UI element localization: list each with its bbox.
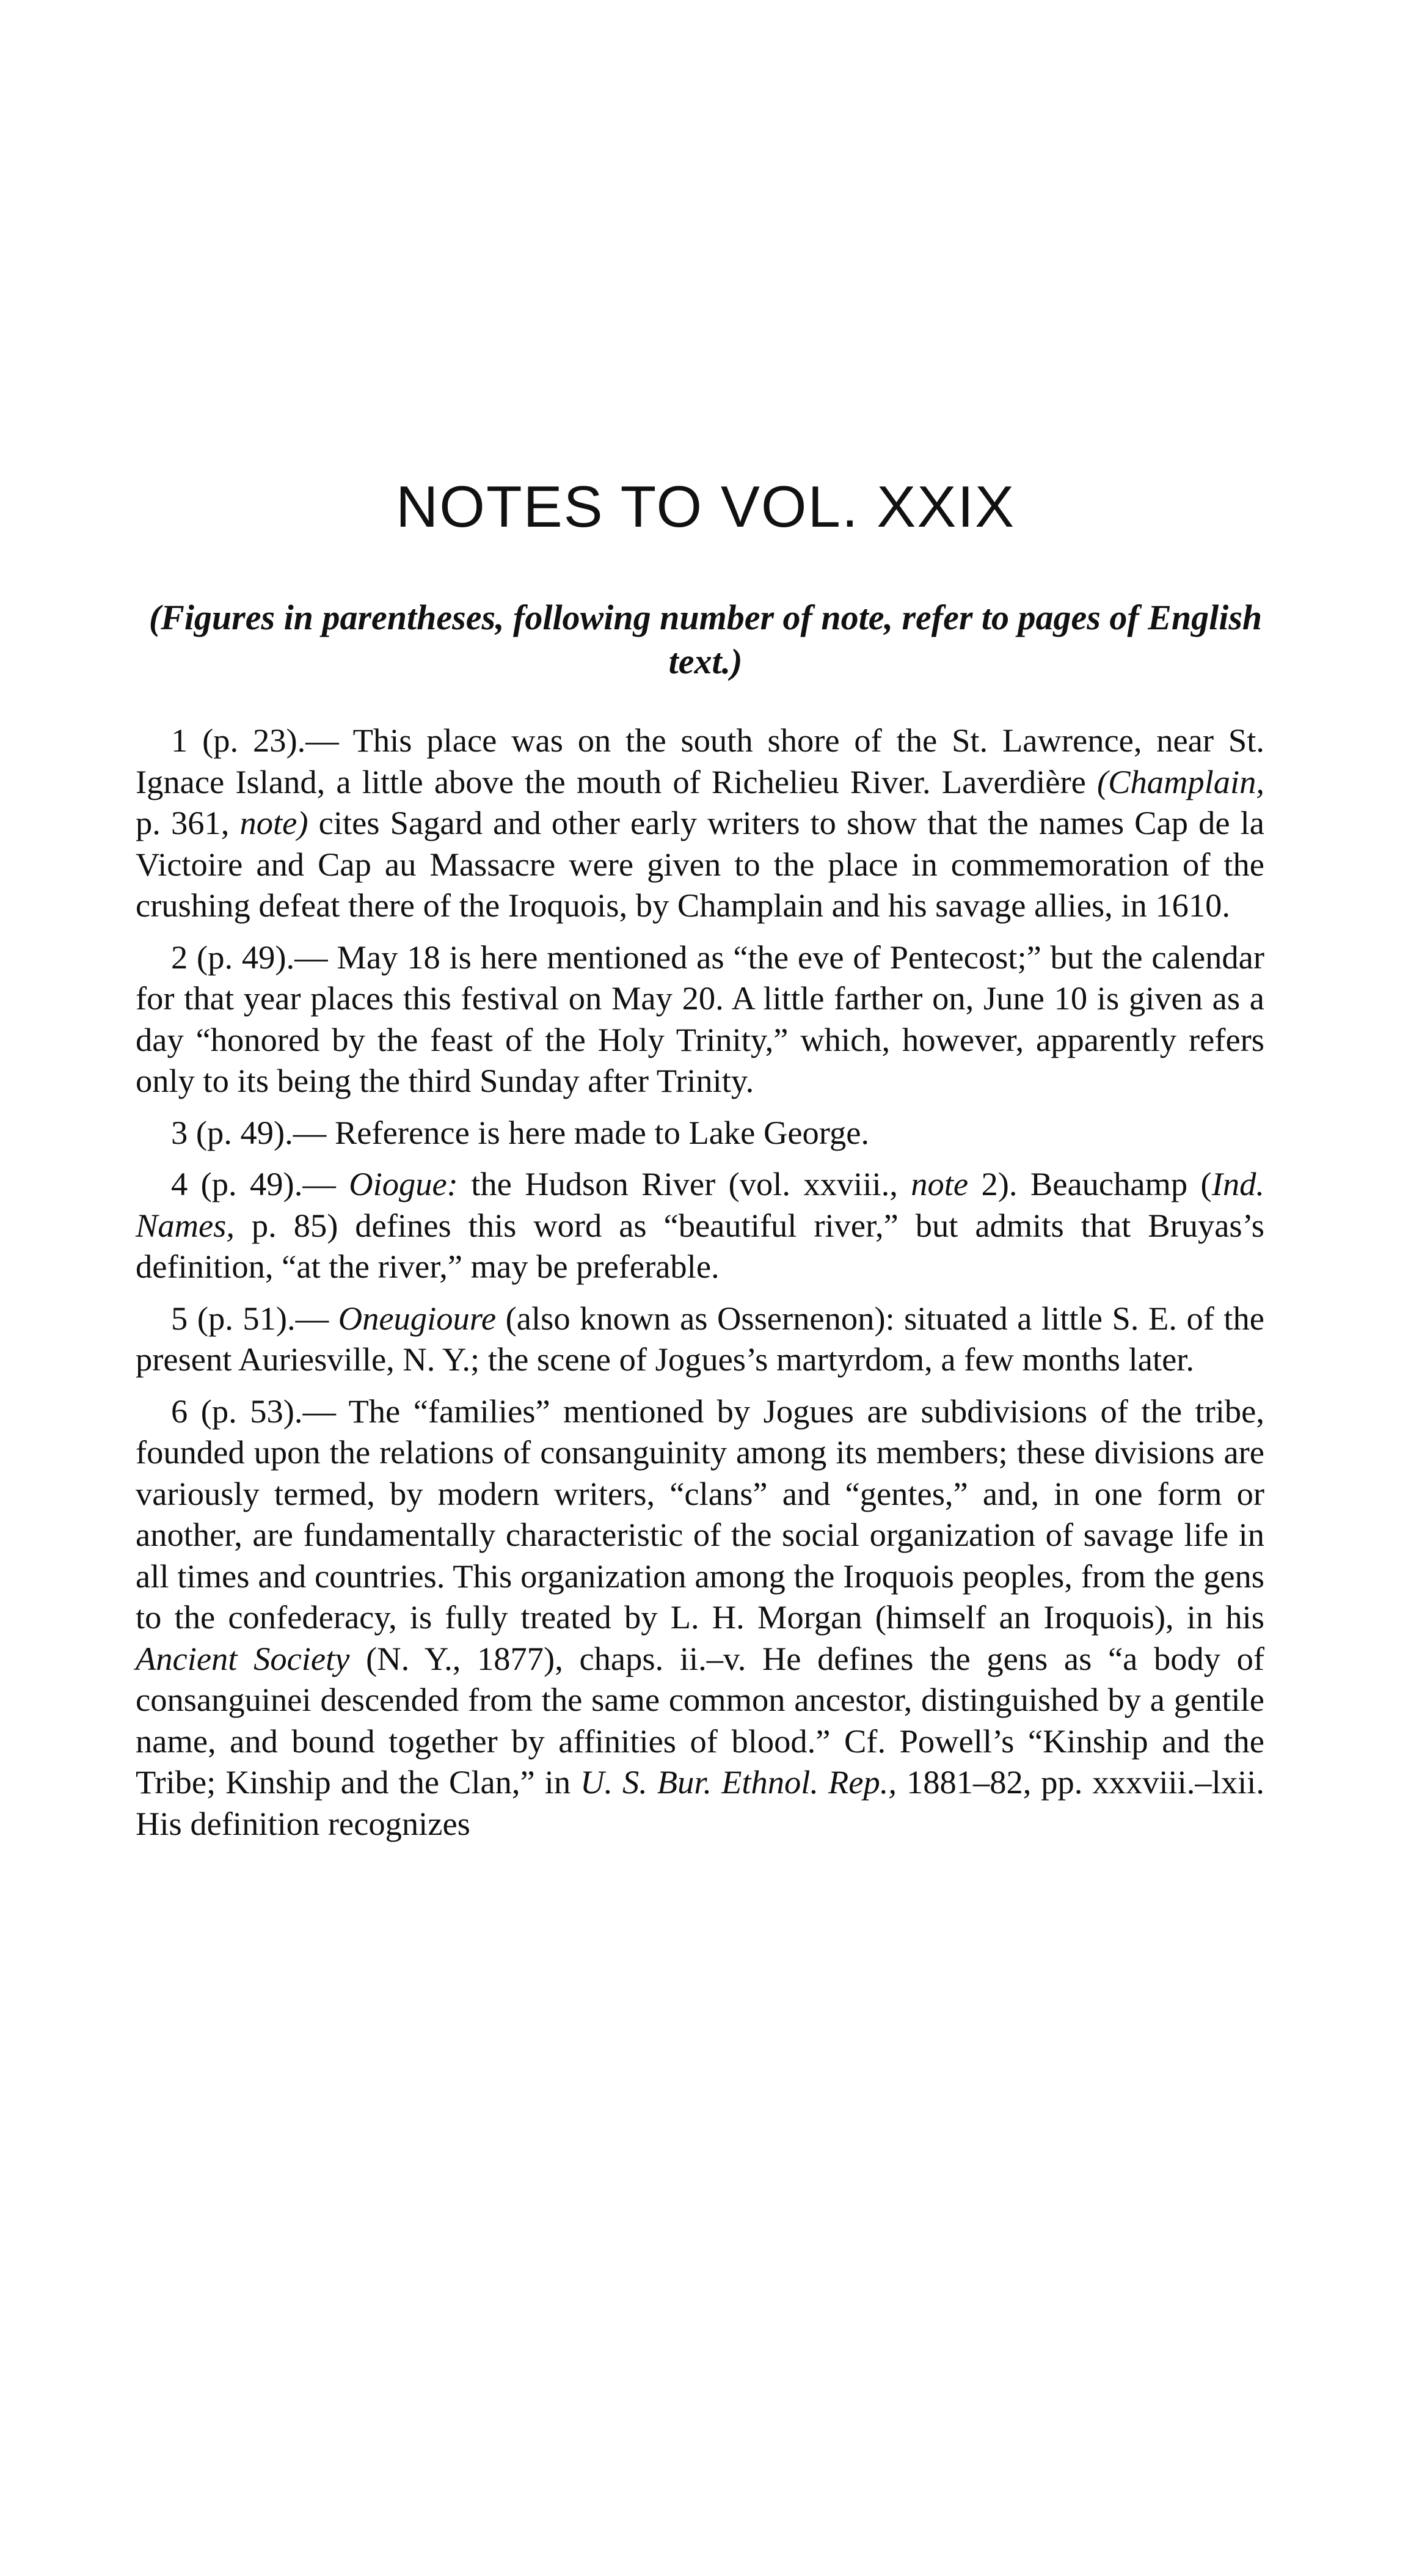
- note-number: 3 (p. 49).—: [171, 1113, 335, 1151]
- note-italic-text: (Champlain,: [1096, 763, 1264, 800]
- note-italic-text: note): [239, 804, 308, 841]
- note-item: [136, 937, 1264, 1102]
- note-text: The “families” mentioned by Jogues are subdivisions of the tribe, founded upon the relations of consanguinity among its members; these divisions are variously termed, by modern writers, “clans” and “gentes,” and, in one form or another, are fundamentally characteristic of the social organization of savage life in all times and countries. This organization among the Iroquois peoples, from the gens to the confederacy, is fully treated by L. H. Morgan (himself an Iroquois), in his: [136, 1392, 1264, 1636]
- note-text: 1881–82, pp. xxxviii.–lxii. His definition recognizes: [136, 1763, 1264, 1842]
- note-item: [136, 1391, 1264, 1845]
- page-title: NOTES TO VOL. XXIX: [395, 474, 1016, 540]
- note-italic-text: Oiogue:: [349, 1165, 458, 1202]
- note-text: 2). Beauchamp (: [968, 1165, 1212, 1202]
- note-text: Reference is here made to Lake George.: [334, 1113, 870, 1151]
- note-text: p. 85) defines this word as “beautiful river,” but admits that Bruyas’s definition, “at the river,” may be preferable.: [136, 1206, 1264, 1285]
- note-item: [136, 1112, 1264, 1154]
- note-number: 5 (p. 51).—: [171, 1299, 338, 1337]
- note-italic-text: Ancient Society: [136, 1639, 350, 1677]
- note-number: 6 (p. 53).—: [171, 1392, 349, 1430]
- note-italic-text: Ind. Names,: [136, 1165, 1264, 1244]
- note-item: [136, 1298, 1264, 1380]
- note-italic-text: U. S. Bur. Ethnol. Rep.,: [580, 1763, 897, 1801]
- note-text: (also known as Ossernenon): situated a little S. E. of the present Auriesville, N. Y.; the scene of Jogues’s martyrdom, a few months later.: [136, 1299, 1264, 1378]
- notes-list: [136, 720, 1264, 1854]
- note-number: 2 (p. 49).—: [171, 938, 337, 976]
- note-number: 1 (p. 23).—: [171, 722, 353, 759]
- note-item: [136, 1163, 1264, 1287]
- note-text: cites Sagard and other early writers to show that the names Cap de la Victoire and Cap au Massacre were given to the place in commemoration of the crushing defeat there of the Iroquois, by Champlain and his savage allies, in 1610.: [136, 804, 1265, 924]
- note-italic-text: Oneugioure: [338, 1299, 497, 1337]
- note-text: This place was on the south shore of the St. Lawrence, near St. Ignace Island, a little above the mouth of Richelieu River. Laverdière: [136, 722, 1264, 800]
- note-italic-text: note: [911, 1165, 969, 1202]
- subtitle: (Figures in parentheses, following number of note, refer to pages of English text.): [148, 598, 1263, 681]
- note-text: May 18 is here mentioned as “the eve of Pentecost;” but the calendar for that year places this festival on May 20. A little farther on, June 10 is given as a day “honored by the feast of the Holy Trinity,” which, however, apparently refers only to its being the third Sunday after Trinity.: [136, 938, 1264, 1099]
- note-text: p. 361,: [136, 804, 240, 841]
- note-text: the Hudson River (vol. xxviii.,: [458, 1165, 911, 1202]
- note-text: (N. Y., 1877), chaps. ii.–v. He defines the gens as “a body of consanguinei descended from the same common ancestor, distinguished by a gentile name, and bound together by affinities of blood.” Cf. Powell’s “Kinship and the Tribe; Kinship and the Clan,” in: [136, 1639, 1264, 1801]
- note-number: 4 (p. 49).—: [171, 1165, 349, 1202]
- note-item: [136, 720, 1264, 926]
